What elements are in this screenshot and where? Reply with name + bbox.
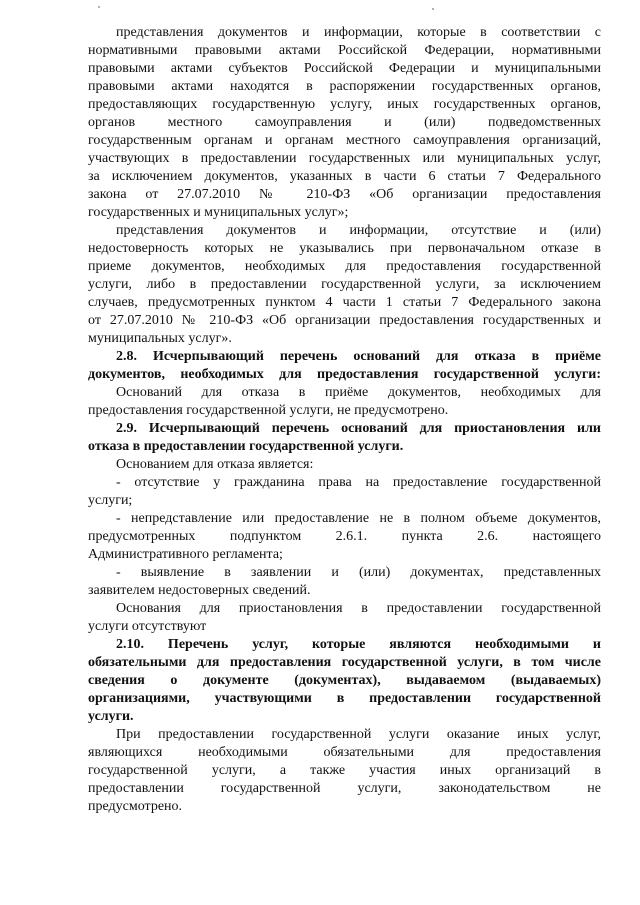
text-line: предусмотренных подпунктом 2.6.1. пункта 2.6. настоящего (88, 529, 601, 544)
text-line: государственной услуги, а также участия иных организаций в (88, 763, 601, 778)
section-heading-2-10-cont: организациями, участвующими в предоставлении государственной (88, 691, 601, 706)
text-line: муниципальных услуг». (88, 331, 232, 346)
section-heading-2-10-cont: услуги. (88, 709, 134, 724)
text-line: предоставления государственной услуги, не предусмотрено. (88, 403, 449, 418)
text-line: государственным органам и органам местного самоуправления организаций, (88, 133, 601, 148)
text-line: за исключением документов, указанных в части 6 статьи 7 Федерального (88, 169, 601, 184)
list-item: - непредставление или предоставление не в полном объеме документов, (116, 511, 601, 526)
text-line: Основания для приостановления в предоставлении государственной (116, 601, 601, 616)
text-line: предусмотрено. (88, 799, 183, 814)
text-line: правовыми актами субъектов Российской Федерации и муниципальными (88, 61, 601, 76)
text-line: участвующих в предоставлении государственных или муниципальных услуг, (88, 151, 601, 166)
section-heading-2-8: 2.8. Исчерпывающий перечень оснований для отказа в приёме (116, 349, 601, 364)
scan-speck (98, 6, 100, 8)
text-line: услуги отсутствуют (88, 619, 207, 634)
list-item: - отсутствие у гражданина права на предоставление государственной (116, 475, 601, 490)
text-line: являющихся необходимыми обязательными для предоставления (88, 745, 601, 760)
text-line: приеме документов, необходимых для предоставления государственной (88, 259, 601, 274)
text-line: представления документов и информации, которые в соответствии с (116, 25, 601, 40)
section-heading-2-10-cont: обязательными для предоставления государственной услуги, в том числе (88, 655, 601, 670)
text-line: предоставляющих государственную услугу, иных государственных органов, (88, 97, 601, 112)
text-line: органов местного самоуправления и (или) подведомственных (88, 115, 601, 130)
text-line: нормативными правовыми актами Российской Федерации, нормативными (88, 43, 601, 58)
text-line: заявителем недостоверных сведений. (88, 583, 311, 598)
text-line: Оснований для отказа в приёме документов, необходимых для (116, 385, 601, 400)
text-line: услуги; (88, 493, 133, 508)
text-line: Основанием для отказа является: (116, 457, 314, 472)
section-heading-2-10-cont: сведения о документе (документах), выдаваемом (выдаваемых) (88, 673, 601, 688)
section-heading-2-8-cont: документов, необходимых для предоставления государственной услуги: (88, 367, 601, 382)
text-line: недостоверность которых не указывались при первоначальном отказе в (88, 241, 601, 256)
text-line: представления документов и информации, отсутствие и (или) (116, 223, 601, 238)
text-line: При предоставлении государственной услуги оказание иных услуг, (116, 727, 601, 742)
list-item: - выявление в заявлении и (или) документах, представленных (116, 565, 601, 580)
text-line: предоставлении государственной услуги, законодательством не (88, 781, 601, 796)
section-heading-2-9-cont: отказа в предоставлении государственной услуги. (88, 439, 404, 454)
section-heading-2-9: 2.9. Исчерпывающий перечень оснований для приостановления или (116, 421, 601, 436)
section-heading-2-10: 2.10. Перечень услуг, которые являются необходимыми и (116, 637, 601, 652)
text-line: услуги, либо в предоставлении государственной услуги, за исключением (88, 277, 601, 292)
scan-speck (432, 8, 434, 10)
text-line: случаев, предусмотренных пунктом 4 части 1 статьи 7 Федерального закона (88, 295, 601, 310)
text-line: закона от 27.07.2010 № 210-ФЗ «Об организации предоставления (88, 187, 601, 202)
text-line: Административного регламента; (88, 547, 283, 562)
text-line: от 27.07.2010 № 210-ФЗ «Об организации предоставления государственных и (88, 313, 601, 328)
text-line: правовыми актами находятся в распоряжении государственных органов, (88, 79, 601, 94)
text-line: государственных и муниципальных услуг»; (88, 205, 349, 220)
